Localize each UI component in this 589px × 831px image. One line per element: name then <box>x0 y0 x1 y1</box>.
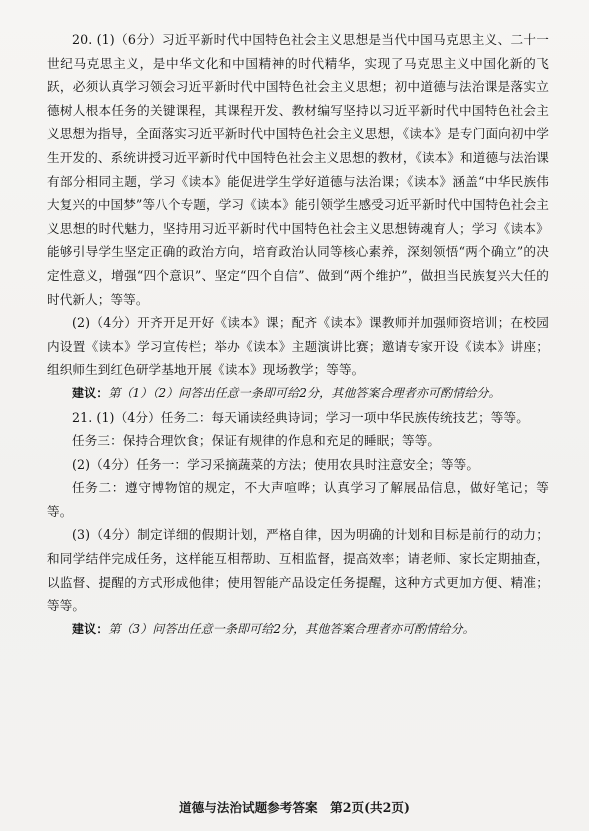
page-footer: 道德与法治试题参考答案 第2页(共2页) <box>179 800 410 815</box>
q20-scoring-note <box>47 382 549 406</box>
q21-scoring-note <box>47 618 549 642</box>
q20-part2-answer: (2)（4分）开齐开足开好《读本》课；配齐《读本》课教师并加强师资培训；在校园内设置《读本》学习宣传栏；举办《读本》主题演讲比赛；邀请专家开设《读本》讲座；组织师生到红色研学基地开展《读本》现场教学；等等。 <box>47 315 549 378</box>
q20-note-text: 第（1）（2）问答出任意一条即可给2分，其他答案合理者亦可酌情给分。 <box>108 385 501 400</box>
q21-task2-answer: 任务二：遵守博物馆的规定，不大声喧哗；认真学习了解展品信息，做好笔记；等等。 <box>47 480 549 519</box>
q20-note-lead: 建议： <box>72 385 109 400</box>
q21-part2-answer: (2)（4分）任务一：学习采摘蔬菜的方法；使用农具时注意安全；等等。 <box>72 456 480 472</box>
q21-part1-answer: 21. (1)（4分）任务二：每天诵读经典诗词；学习一项中华民族传统技艺；等等。 <box>72 409 529 425</box>
q21-note-lead: 建议： <box>72 621 109 636</box>
answer-content <box>47 28 549 641</box>
q21-note-text: 第（3）问答出任意一条即可给2分，其他答案合理者亦可酌情给分。 <box>108 621 475 636</box>
q21-part3-answer: (3)（4分）制定详细的假期计划，严格自律，因为明确的计划和目标是前行的动力；和同学结伴完成任务，这样能互相帮助、互相监督，提高效率；请老师、家长定期抽查，以监督、提醒的方式形成他律；使用智能产品设定任务提醒，这种方式更加方便、精准；等等。 <box>47 527 549 614</box>
q21-task3-answer: 任务三：保持合理饮食；保证有规律的作息和充足的睡眠；等等。 <box>72 433 441 449</box>
q20-part1-answer: 20. (1)（6分）习近平新时代中国特色社会主义思想是当代中国马克思主义、二十一世纪马克思主义，是中华文化和中国精神的时代精华，实现了马克思主义中国化新的飞跃，必须认真学习领会习近平新时代中国特色社会主义思想；初中道德与法治课是落实立德树人根本任务的关键课程，其课程开发、教材编写坚持以习近平新时代中国特色社会主义思想为指导，全面落实习近平新时代中国特色社会主义思想，《读本》是专门面向初中学生开发的、系统讲授习近平新时代中国特色社会主义思想的教材，《读本》和道德与法治课有部分相同主题，学习《读本》能促进学生学好道德与法治课；《读本》涵盖“中华民族伟大复兴的中国梦”等八个专题，学习《读本》能引领学生感受习近平新时代中国特色社会主义思想的时代魅力，坚持用习近平新时代中国特色社会主义思想铸魂育人；学习《读本》能够引导学生坚定正确的政治方向，培育政治认同等核心素养，深刻领悟“两个确立”的决定性意义，增强“四个意识”、坚定“四个自信”、做到“两个维护”，做担当民族复兴大任的时代新人；等等。 <box>47 32 549 307</box>
